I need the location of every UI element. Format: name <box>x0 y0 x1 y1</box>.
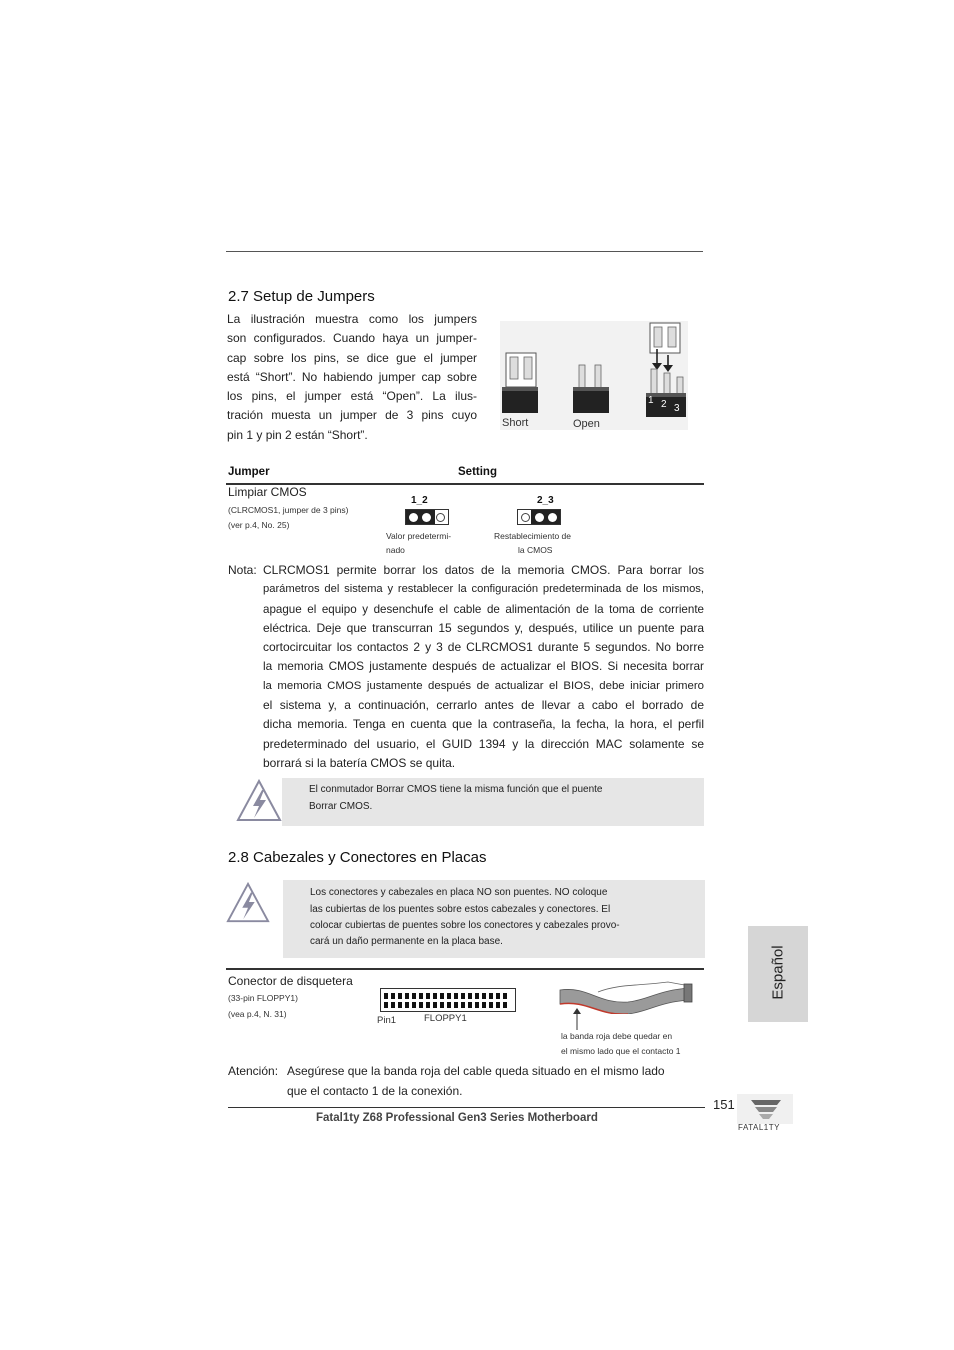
note-line: predeterminado del usuario, el GUID 1394 y la dirección MAC solamente se <box>263 736 704 751</box>
table-header-jumper: Jumper <box>228 466 270 478</box>
warning-icon <box>236 778 282 824</box>
intro-line: La ilustración muestra como los jumpers <box>227 312 477 326</box>
setting1-caption1: Valor predetermi- <box>386 531 452 541</box>
setting2-jumper-graphic <box>517 509 561 525</box>
note-label: Nota: <box>228 563 257 577</box>
note-line: la memoria CMOS justamente después de actualizar el BIOS, debe iniciar primero <box>263 679 704 692</box>
note-body <box>263 561 704 773</box>
attention-line1: Asegúrese que la banda roja del cable queda situado en el mismo lado <box>287 1064 665 1078</box>
pin-number-1: 1 <box>648 395 654 406</box>
floppy-name: Conector de disquetera <box>228 974 353 988</box>
warning-icon <box>226 881 270 925</box>
short-jumper <box>502 353 538 413</box>
setting2-caption1: Restablecimiento de <box>494 531 572 541</box>
note-line: cortocircuitar los contactos 2 y 3 de CLRCMOS1 durante 5 segundos. No borre <box>263 640 704 655</box>
table-header-setting: Setting <box>458 466 497 478</box>
note-line: la memoria CMOS justamente después de actualizar el BIOS. Si necesita borrar <box>263 659 704 674</box>
setting1-pins-label: 1_2 <box>411 495 428 506</box>
note-line: el sistema y, a continuación, cerrarlo antes de llevar a cabo el borrado de <box>263 698 704 713</box>
intro-line: está “Short”. No habiendo jumper cap sobre <box>227 369 477 384</box>
callout1-line: El conmutador Borrar CMOS tiene la misma función que el puente <box>309 784 603 795</box>
callout2-line: cará un daño permanente en la placa base. <box>310 936 503 947</box>
callout2-line: Los conectores y cabezales en placa NO son puentes. NO coloque <box>310 887 608 898</box>
note-line: CLRCMOS1 permite borrar los datos de la memoria CMOS. Para borrar los <box>263 563 704 577</box>
callout2-line: colocar cubiertas de puentes sobre los conectores y cabezales provo- <box>310 920 620 931</box>
intro-line: cap sobre los pins, se dice gue el jumper <box>227 350 477 365</box>
cable-arrow-icon <box>572 1008 582 1030</box>
floppy-sub1: (33-pin FLOPPY1) <box>228 993 298 1003</box>
footer-rule <box>228 1107 705 1108</box>
top-rule <box>226 251 703 252</box>
intro-line: tración muesta un jumper de 3 pins cuyo <box>227 408 477 423</box>
note-line: borrará si la batería CMOS se quita. <box>263 755 456 770</box>
fatal1ty-logo-text: FATAL1TY <box>738 1123 780 1132</box>
note-line: dicha memoria. Tenga en cuenta que la contraseña, la fecha, la hora, el perfil <box>263 717 704 732</box>
setting2-pin-2 <box>535 513 544 522</box>
floppy-pin-array <box>381 989 515 1011</box>
attention-label: Atención: <box>228 1064 279 1078</box>
pin-number-3: 3 <box>674 403 680 414</box>
setting1-caption2: nado <box>386 545 405 555</box>
open-jumper <box>573 365 609 413</box>
callout-headers-warning <box>283 880 705 958</box>
setting2-pin-3 <box>548 513 557 522</box>
language-side-tab-label: Español <box>769 945 787 1000</box>
cable-caption1: la banda roja debe quedar en <box>561 1031 673 1041</box>
floppy-pin1-label: Pin1 <box>377 1015 397 1026</box>
note-line: apague el equipo y desenchufe el cable de alimentación de la toma de corriente <box>263 602 704 616</box>
floppy-sub2: (vea p.4, N. 31) <box>228 1009 287 1019</box>
short-label: Short <box>502 417 529 429</box>
jumper-row-name: Limpiar CMOS <box>228 485 307 499</box>
floppy-connector-graphic <box>380 988 516 1012</box>
callout1-line: Borrar CMOS. <box>309 801 373 812</box>
jumper-illustration-graphic <box>500 321 688 430</box>
jumper-row-sub1: (CLRCMOS1, jumper de 3 pins) <box>228 505 349 515</box>
intro-line: pin 1 y pin 2 están “Short”. <box>227 427 368 442</box>
setting2-pins-label: 2_3 <box>537 495 554 506</box>
page-number: 151 <box>713 1097 735 1112</box>
setting2-caption2: la CMOS <box>518 545 553 555</box>
note-line: parámetros del sistema y restablecer la configuración predeterminada de los mismos, <box>263 583 704 596</box>
attention-line2: que el contacto 1 de la conexión. <box>287 1084 463 1098</box>
cable-caption2: el mismo lado que el contacto 1 <box>561 1046 681 1056</box>
intro-line: son configurados. Cuando haya un jumper- <box>227 331 477 346</box>
jumper-row-sub2: (ver p.4, No. 25) <box>228 520 290 530</box>
setting2-pin-1 <box>521 513 530 522</box>
setting1-pin-3 <box>436 513 445 522</box>
pin-number-2: 2 <box>661 399 667 410</box>
setting1-pin-1 <box>409 513 418 522</box>
fatal1ty-logo-mark <box>737 1094 793 1124</box>
section-title-2-7: 2.7 Setup de Jumpers <box>228 288 375 305</box>
language-side-tab <box>748 926 808 1022</box>
setting1-pin-2 <box>422 513 431 522</box>
intro-line: los pins, el jumper está “Open”. La ilus- <box>227 389 477 404</box>
open-label: Open <box>573 418 600 430</box>
note-line: eléctrica. Deje que transcurran 15 segundos y, después, utilice un puente para <box>263 620 704 635</box>
jumper-intro-paragraph <box>227 310 477 445</box>
section-title-2-8: 2.8 Cabezales y Conectores en Placas <box>228 849 487 866</box>
jumper-illustration <box>500 321 688 430</box>
callout-clear-cmos <box>282 778 704 826</box>
footer-title: Fatal1ty Z68 Professional Gen3 Series Motherboard <box>316 1112 598 1124</box>
setting1-jumper-graphic <box>405 509 449 525</box>
floppy-rule <box>226 968 704 970</box>
floppy-connector-label: FLOPPY1 <box>424 1013 467 1024</box>
callout2-line: las cubiertas de los puentes sobre estos cabezales y conectores. El <box>310 904 611 915</box>
fatal1ty-logo <box>737 1094 793 1136</box>
